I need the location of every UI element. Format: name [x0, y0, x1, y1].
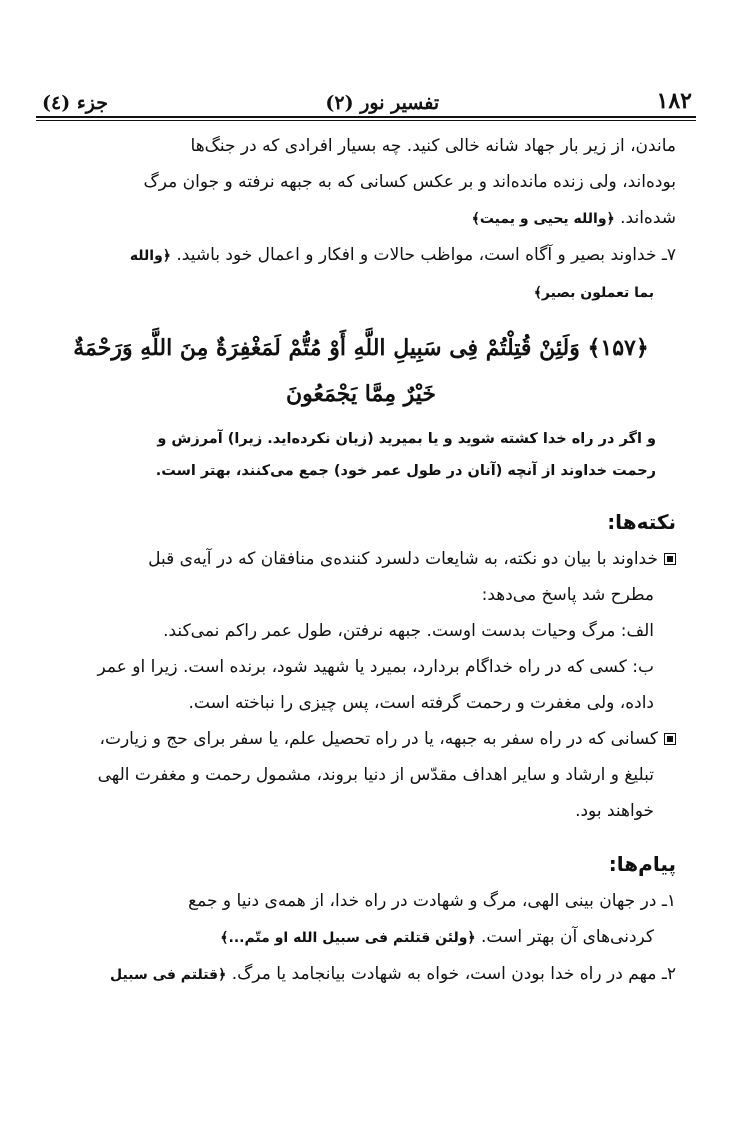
ayah-block	[46, 325, 676, 417]
point-7-continued	[46, 274, 676, 311]
header-rule	[36, 120, 696, 121]
intro-quran-ref: ﴿والله یحیی و یمیت﴾	[471, 211, 615, 227]
note-bullet-2	[46, 721, 676, 757]
note-2-line-1: کسانی که در راه سفر به جبهه، یا در راه تحصیل علم، یا سفر برای حج و زیارت،	[99, 729, 658, 749]
point-7	[46, 237, 676, 274]
notes-title: نکته‌ها:	[607, 510, 676, 534]
page-content	[46, 128, 676, 993]
intro-line-2: بوده‌اند، ولی زنده مانده‌اند و بر عکس کسانی که به جبهه نرفته و جوان مرگ	[143, 172, 676, 192]
messages-title: پیام‌ها:	[608, 852, 676, 876]
page-number: ۱۸۲	[656, 88, 692, 114]
note-1-line-2: مطرح شد پاسخ می‌دهد:	[481, 585, 654, 605]
note-2-line-3: خواهند بود.	[575, 801, 654, 821]
note-1-be-line-1: ب: کسی که در راه خداگام بردارد، بمیرد یا شهید شود، برنده است. زیرا او عمر	[97, 657, 654, 677]
message-2-text: ۲ـ مهم در راه خدا بودن است، خواه به شهادت بیانجامد یا مرگ.	[231, 964, 676, 984]
juz-label: جزء (٤)	[42, 92, 108, 114]
message-1-text: کردنی‌های آن بهتر است.	[481, 927, 654, 947]
note-2-line-2: تبلیغ و ارشاد و سایر اهداف مقدّس از دنیا بروند، مشمول رحمت و مغفرت الهی	[97, 765, 654, 785]
ayah-line-1: ﴿۱۵۷﴾ وَلَئِنْ قُتِلْتُمْ فِی سَبِیلِ اللَّهِ أَوْ مُتُّمْ لَمَغْفِرَةٌ مِنَ اللَّهِ وَرَحْمَةٌ	[73, 335, 649, 361]
book-title: تفسیر نور (۲)	[325, 92, 440, 114]
message-2-ref: ﴿قتلتم فی سبیل	[110, 967, 227, 983]
intro-line-3-text: شده‌اند.	[620, 208, 676, 228]
message-1-line-1: ۱ـ در جهان بینی الهی، مرگ و شهادت در راه خدا، از همه‌ی دنیا و جمع	[188, 891, 676, 911]
translation-line-1: و اگر در راه خدا کشته شوید و یا بمیرید (زیان نکرده‌اید. زیرا) آمرزش و	[157, 431, 656, 447]
intro-line-3	[46, 200, 676, 237]
translation-block	[66, 423, 656, 487]
ayah-line-2: خَیْرٌ مِمَّا یَجْمَعُونَ	[285, 381, 437, 407]
translation-line-2: رحمت خداوند از آنچه (آنان در طول عمر خود) جمع می‌کنند، بهتر است.	[155, 463, 656, 479]
point-7-ref-a: ﴿والله	[129, 248, 171, 264]
bullet-square-icon	[664, 553, 676, 565]
point-7-ref-b: بما تعملون بصیر﴾	[533, 285, 654, 301]
intro-line-1: ماندن، از زیر بار جهاد شانه خالی کنید. چه بسیار افرادی که در جنگ‌ها	[190, 136, 676, 156]
message-1-line-2	[46, 919, 676, 956]
note-1-line-1: خداوند با بیان دو نکته، به شایعات دلسرد کننده‌ی منافقان که در آیه‌ی قبل	[148, 549, 658, 569]
page-header	[36, 86, 696, 118]
bullet-square-icon	[664, 733, 676, 745]
message-2	[46, 956, 676, 993]
note-bullet-1	[46, 541, 676, 577]
note-1-be-line-2: داده، ولی مغفرت و رحمت گرفته است، پس چیزی را نباخته است.	[188, 693, 654, 713]
note-1-alef: الف: مرگ وحیات بدست اوست. جبهه نرفتن، طول عمر راکم نمی‌کند.	[163, 621, 654, 641]
message-1-ref: ﴿ولئن قتلتم فی سبیل الله او متّم...﴾	[220, 930, 476, 946]
point-7-text: ۷ـ خداوند بصیر و آگاه است، مواظب حالات و افکار و اعمال خود باشید.	[176, 245, 676, 265]
